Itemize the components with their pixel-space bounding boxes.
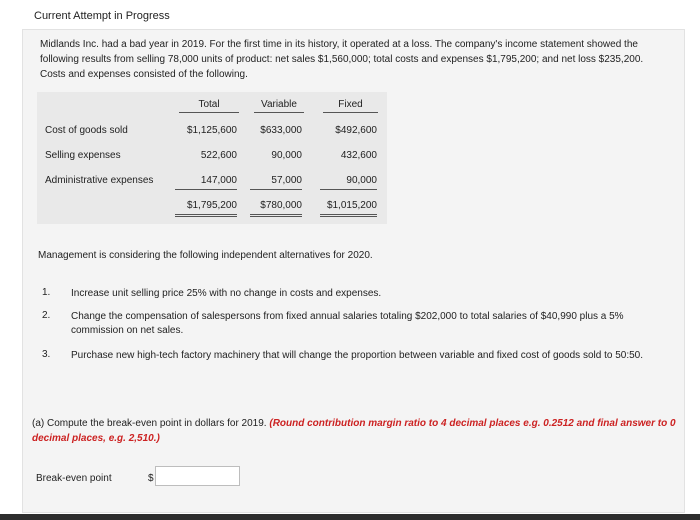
question-a-prompt: (a) Compute the break-even point in dollars for 2019. <box>32 418 270 429</box>
cell-cogs-fixed: $492,600 <box>335 125 377 136</box>
alternative-number-3: 3. <box>42 349 51 360</box>
cell-selling-total: 522,600 <box>200 150 237 161</box>
alternative-text-2: Change the compensation of salespersons from fixed annual salaries totaling $202,000 to total salaries of $40,990 plus a 5% commission on net sales. <box>71 311 624 336</box>
cell-total-fixed: $1,015,200 <box>320 200 377 217</box>
cell-selling-variable: 90,000 <box>271 150 302 161</box>
cell-total-variable: $780,000 <box>250 200 302 217</box>
problem-intro: Midlands Inc. had a bad year in 2019. For the first time in its history, it operated at a loss. The company's income statement showed the following results from selling 78,000 units of product: net sales $1,560,000; total costs and expenses $1,795,200; and net loss $235,200. Costs and expenses consisted of the following. <box>40 39 644 80</box>
cell-admin-total: 147,000 <box>175 175 237 190</box>
cell-selling-fixed: 432,600 <box>340 150 377 161</box>
column-header-fixed: Fixed <box>323 99 378 113</box>
cell-total-total: $1,795,200 <box>175 200 237 217</box>
question-a <box>32 416 680 446</box>
column-header-total: Total <box>179 99 239 113</box>
row-label-cogs: Cost of goods sold <box>45 125 128 136</box>
row-label-admin: Administrative expenses <box>45 175 154 186</box>
currency-symbol: $ <box>148 473 154 484</box>
alternatives-intro: Management is considering the following independent alternatives for 2020. <box>38 250 373 261</box>
alternative-number-1: 1. <box>42 287 51 298</box>
cell-cogs-total: $1,125,600 <box>186 125 237 136</box>
column-header-variable: Variable <box>254 99 304 113</box>
cell-admin-variable: 57,000 <box>250 175 302 190</box>
break-even-label: Break-even point <box>36 473 112 484</box>
rounding-instruction: (Round contribution margin ratio to 4 decimal places e.g. 0.2512 and final answer to 0 decimal places, e.g. 2,510.) <box>32 418 676 444</box>
bottom-toolbar <box>0 514 700 520</box>
break-even-input[interactable] <box>155 466 240 486</box>
alternative-text-1: Increase unit selling price 25% with no change in costs and expenses. <box>71 288 382 299</box>
cell-admin-fixed: 90,000 <box>320 175 377 190</box>
attempt-status-title: Current Attempt in Progress <box>34 10 170 22</box>
row-label-selling: Selling expenses <box>45 150 121 161</box>
alternative-number-2: 2. <box>42 310 51 321</box>
alternative-text-3: Purchase new high-tech factory machinery that will change the proportion between variable and fixed cost of goods sold to 50:50. <box>71 350 644 361</box>
cell-cogs-variable: $633,000 <box>260 125 302 136</box>
